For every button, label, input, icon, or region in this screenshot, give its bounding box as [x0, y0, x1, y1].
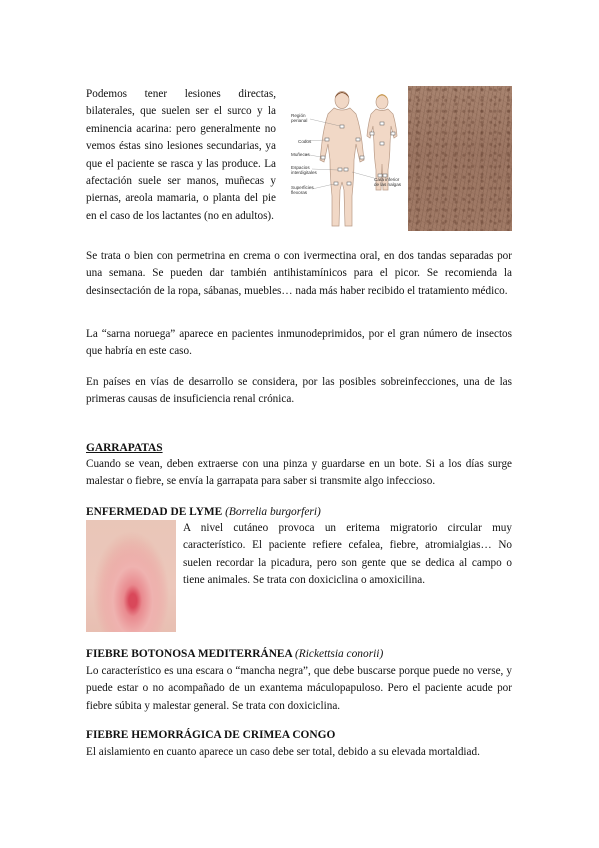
label-cara-inferior-2: de las nalgas: [374, 182, 402, 187]
developing-countries-paragraph: En países en vías de desarrollo se considera, por las posibles sobreinfecciones, una de las primeras causas de insuficiencia renal crónica.: [86, 376, 512, 406]
erythema-migrans-photo: [86, 520, 176, 632]
crimea-text: El aislamiento en cuanto aparece un caso debe ser total, debido a su elevada mortaldiad.: [86, 746, 480, 758]
label-espacios: Espacios: [291, 165, 310, 170]
label-region-perianal-2: perianal: [291, 118, 308, 123]
botonosa-heading: [86, 646, 383, 662]
lyme-title: ENFERMEDAD DE LYME: [86, 506, 223, 518]
label-codos: Codos: [298, 139, 312, 144]
label-region-perianal: Región: [291, 113, 306, 118]
botonosa-title: FIEBRE BOTONOSA MEDITERRÁNEA: [86, 648, 293, 660]
label-espacios-2: interdigitales: [291, 170, 317, 175]
label-superficies: Superficies: [291, 185, 314, 190]
botonosa-latin-name: (Rickettsia conorii): [295, 648, 384, 660]
lyme-text: A nivel cutáneo provoca un eritema migratorio circular muy característico. El paciente refiere cefalea, fiebre, atromialgias… No suelen recordar la picadura, pero son gente que se dedica al campo o tiene animales. Se trata con doxiciclina o amoxicilina.: [183, 522, 512, 587]
ticks-heading: GARRAPATAS: [86, 442, 163, 454]
intro-paragraph: Podemos tener lesiones directas, bilaterales, que suelen ser el surco y la eminencia acarina: pero generalmente no vemos éstas sino lesiones secundarias, ya que el paciente se rasca y las produce. La afectación suele ser manos, muñecas y piernas, areola mamaria, o planta del pie en el caso de los lactantes (no en adultos).: [86, 88, 276, 222]
treatment-paragraph: Se trata o bien con permetrina en crema o con ivermectina oral, en dos tandas separadas por una semana. Se pueden dar también antihistamínicos para el picor. Se recomienda la desinsectación de la ropa, sábanas, muebles… nada más haber recibido el tratamiento médico.: [86, 250, 512, 297]
label-munecas: Muñecas: [291, 152, 310, 157]
lyme-latin-name: (Borrelia burgorferi): [225, 506, 321, 518]
botonosa-text: Lo característico es una escara o “mancha negra”, que debe buscarse porque puede no verse, y puede estar o no acompañado de un exantema máculopapuloso. Pero el paciente acude por fiebre súbita y malestar general. Se trata con doxiciclina.: [86, 665, 512, 712]
ticks-text: Cuando se vean, deben extraerse con una pinza y guardarse en un bote. Si a los días surge malestar o fiebre, se envía la garrapata para saber si transmite algo infeccioso.: [86, 458, 512, 488]
body-diagram: [290, 86, 405, 231]
crimea-heading: FIEBRE HEMORRÁGICA DE CRIMEA CONGO: [86, 729, 336, 741]
norwegian-scabies-paragraph: La “sarna noruega” aparece en pacientes inmunodeprimidos, por el gran número de insectos que habría en este caso.: [86, 328, 512, 358]
lyme-heading: [86, 504, 321, 520]
label-cara-inferior: Cara inferior: [374, 177, 400, 182]
label-superficies-2: flexoras: [291, 190, 308, 195]
scabies-skin-photo: [408, 86, 512, 231]
